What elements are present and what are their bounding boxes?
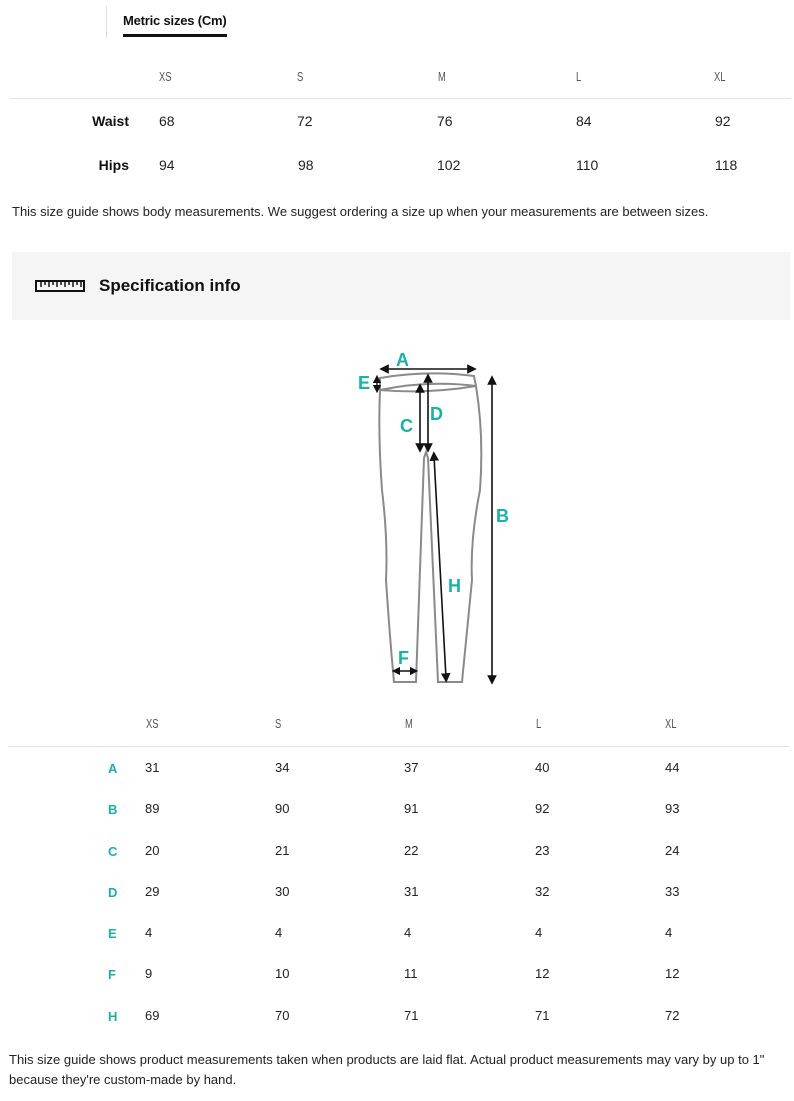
label-f: F [398,648,409,668]
table-cell: 29 [145,883,160,899]
table-cell: 30 [275,883,290,899]
table-cell: 34 [275,760,290,775]
table-cell: 20 [145,842,160,858]
table-cell: 24 [665,842,680,858]
table-cell: 22 [404,842,419,858]
table-cell: 9 [145,966,153,982]
table-cell: 32 [535,883,550,899]
table-cell: 31 [404,883,419,899]
label-a: A [396,350,409,370]
table-row-a [8,747,789,788]
table-cell: 98 [298,157,314,173]
label-c: C [400,416,413,436]
label-d: D [430,404,443,424]
table-cell: 21 [275,842,290,858]
row-label: Waist [92,113,129,129]
table-cell: 69 [145,1007,160,1023]
size-col-xs: XS [159,69,172,84]
table-cell: 71 [535,1007,550,1023]
table-cell: 76 [437,113,453,129]
table-row-h [8,995,789,1036]
product-size-header [8,706,789,747]
table-cell: 94 [159,157,175,173]
table-cell: 12 [665,966,680,982]
table-cell: 89 [145,801,160,817]
table-cell: 84 [576,113,592,129]
table-cell: 102 [437,157,461,173]
table-cell: 31 [145,760,160,775]
row-label: A [108,761,118,776]
size-col-s: S [297,69,304,84]
table-row-d [8,871,789,912]
row-label: F [108,967,116,983]
table-row-hips [10,143,791,187]
table-cell: 44 [665,760,680,775]
table-cell: 93 [665,801,680,817]
size-col-l: L [576,69,582,84]
body-size-table [10,60,791,187]
row-label: H [108,1008,118,1024]
table-cell: 70 [275,1007,290,1023]
row-label: C [108,843,118,859]
table-cell: 92 [715,113,731,129]
leggings-outline [379,386,481,682]
leggings-measurement-diagram [340,340,540,700]
size-col-l: L [536,716,542,731]
table-row-b [8,788,789,829]
size-col-m: M [405,716,413,731]
table-row-f [8,953,789,994]
table-cell: 12 [535,966,550,982]
product-measurement-note: This size guide shows product measurements taken when products are laid flat. Actual product measurements may vary by up to 1" because they're custom-made by hand. [9,1052,765,1087]
spec-info-banner [12,252,790,320]
table-cell: 4 [535,925,543,941]
product-size-table [8,706,789,1036]
tab-divider [106,6,107,38]
table-cell: 10 [275,966,290,982]
table-cell: 71 [404,1007,419,1023]
table-cell: 33 [665,883,680,899]
ruler-icon [35,280,85,292]
table-cell: 11 [404,966,418,982]
table-cell: 118 [715,157,738,173]
table-cell: 37 [404,760,419,775]
row-label: D [108,884,118,900]
table-cell: 92 [535,801,550,817]
body-measurement-note: This size guide shows body measurements. We suggest ordering a size up when your measurements are between sizes. [12,204,709,219]
table-cell: 72 [665,1007,680,1023]
body-size-header [10,60,791,99]
size-col-xs: XS [146,716,159,731]
table-cell: 110 [576,157,599,173]
size-col-xl: XL [665,716,677,731]
table-cell: 91 [404,801,419,817]
tab-metric-sizes[interactable]: Metric sizes (Cm) [123,13,227,37]
table-cell: 68 [159,113,175,129]
table-cell: 40 [535,760,550,775]
spec-info-title: Specification info [99,276,241,295]
table-cell: 23 [535,842,550,858]
size-col-m: M [438,69,446,84]
table-row-c [8,830,789,871]
table-cell: 4 [665,925,673,941]
row-label: Hips [98,157,129,173]
row-label: E [108,926,117,942]
table-row-waist [10,99,791,143]
table-cell: 4 [404,925,412,941]
table-cell: 4 [145,925,153,941]
table-cell: 72 [297,113,313,129]
row-label: B [108,802,118,818]
size-col-s: S [275,716,282,731]
size-col-xl: XL [714,69,726,84]
table-row-e [8,912,789,953]
label-h: H [448,576,461,596]
table-cell: 4 [275,925,283,941]
table-cell: 90 [275,801,290,817]
label-e: E [358,373,371,393]
label-b: B [496,506,509,526]
